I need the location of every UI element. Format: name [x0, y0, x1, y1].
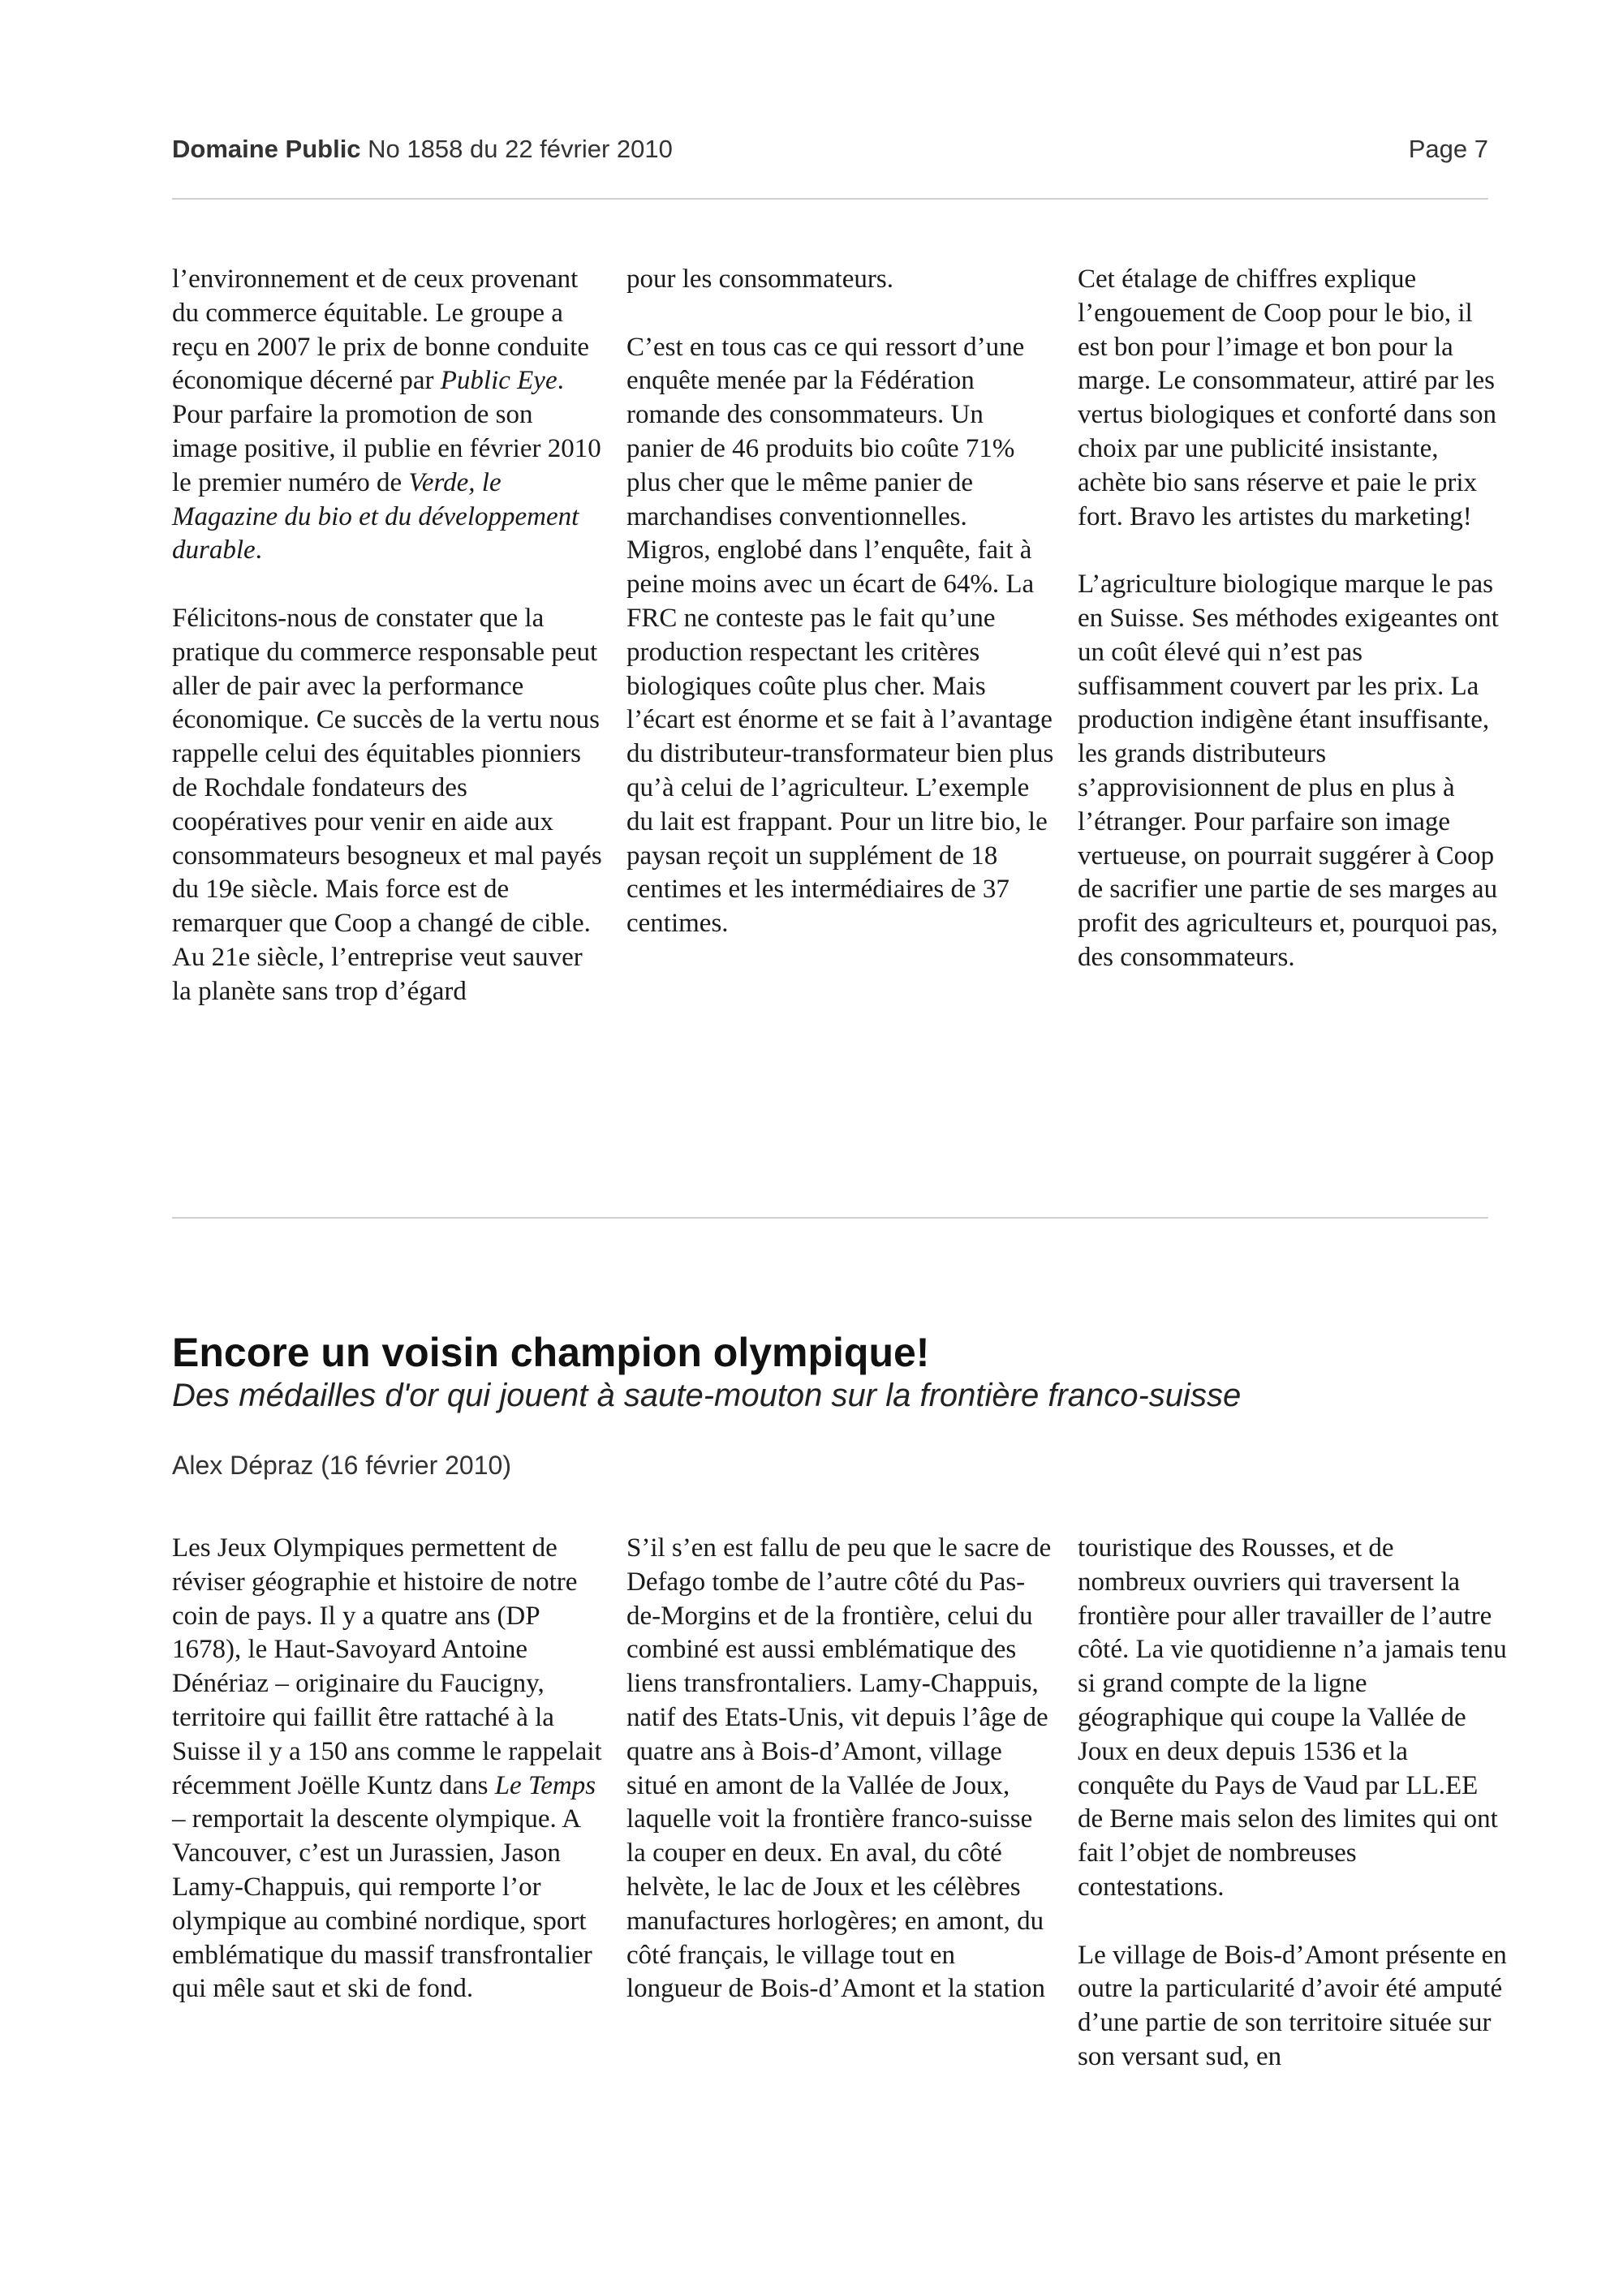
prev-article-column-3 — [1078, 263, 1508, 975]
page-header — [172, 135, 1488, 170]
paragraph: touristique des Rousses, et de nombreux ouvriers qui traversent la frontière pour aller travailler de l’autre côté. La vie quotidienne n’a jamais tenu si grand compte de la ligne géographique qui coupe la Vallée de Joux en deux depuis 1536 et la conquête du Pays de Vaud par LL.EE de Berne mais selon des limites qui ont fait l’objet de nombreuses contestations. — [1078, 1533, 1507, 1902]
header-divider — [172, 198, 1488, 200]
page-number: Page 7 — [1408, 135, 1488, 163]
emphasis: Public Eye — [440, 366, 558, 396]
emphasis: Verde, le Magazine du bio et du développement durable — [172, 467, 579, 565]
article-column-3 — [1078, 1532, 1508, 2075]
emphasis: Le Temps — [494, 1770, 596, 1800]
article-title: Encore un voisin champion olympique! — [172, 1330, 930, 1375]
article-byline: Alex Dépraz (16 février 2010) — [172, 1451, 511, 1480]
article-column-2 — [626, 1532, 1057, 2006]
paragraph: Cet étalage de chiffres explique l’engouement de Coop pour le bio, il est bon pour l’image et bon pour la marge. Le consommateur, attiré par les vertus biologiques et conforté dans son choix par une publicité insistante, achète bio sans réserve et paie le prix fort. Bravo les artistes du marketing! — [1078, 264, 1496, 531]
prev-article-column-2 — [626, 263, 1057, 941]
article-divider — [172, 1217, 1488, 1219]
publication-name: Domaine Public — [172, 135, 361, 163]
paragraph: Félicitons-nous de constater que la pratique du commerce responsable peut aller de pair avec la performance économique. Ce succès de la vertu nous rappelle celui des équitables pionniers de Rochdale fondateurs des coopératives pour venir en aide aux consommateurs besogneux et mal payés du 19e siècle. Mais force est de remarquer que Coop a changé de cible. Au 21e siècle, l’entreprise veut sauver la planète sans trop d’égard — [172, 603, 602, 1006]
prev-article-column-1 — [172, 263, 602, 1009]
issue-info: No 1858 du 22 février 2010 — [368, 135, 673, 163]
paragraph: C’est en tous cas ce qui ressort d’une enquête menée par la Fédération romande des consommateurs. Un panier de 46 produits bio coûte 71% plus cher que le même panier de marchandises conventionnelles. Migros, englobé dans l’enquête, fait à peine moins avec un écart de 64%. La FRC ne conteste pas le fait qu’une production respectant les critères biologiques coûte plus cher. Mais l’écart est énorme et se fait à l’avantage du distributeur-transformateur bien plus qu’à celui de l’agriculteur. L’exemple du lait est frappant. Pour un litre bio, le paysan reçoit un supplément de 18 centimes et les intermédiaires de 37 centimes. — [626, 332, 1054, 939]
paragraph: S’il s’en est fallu de peu que le sacre de Defago tombe de l’autre côté du Pas-de-Morgins et de la frontière, celui du combiné est aussi emblématique des liens transfrontaliers. Lamy-Chappuis, natif des Etats-Unis, vit depuis l’âge de quatre ans à Bois-d’Amont, village situé en amont de la Vallée de Joux, laquelle voit la frontière franco-suisse la couper en deux. En aval, du côté helvète, le lac de Joux et les célèbres manufactures horlogères; en amont, du côté français, le village tout en longueur de Bois-d’Amont et la station — [626, 1533, 1052, 2004]
paragraph: l’environnement et de ceux provenant du commerce équitable. Le groupe a reçu en 2007 le prix de bonne conduite économique décerné par Public Eye. Pour parfaire la promotion de son image positive, il publie en février 2010 le premier numéro de Verde, le Magazine du bio et du développement durable. — [172, 264, 601, 565]
paragraph: L’agriculture biologique marque le pas en Suisse. Ses méthodes exigeantes ont un coût élevé qui n’est pas suffisamment couvert par les prix. La production indigène étant insuffisante, les grands distributeurs s’approvisionnent de plus en plus à l’étranger. Pour parfaire son image vertueuse, on pourrait suggérer à Coop de sacrifier une partie de ses marges au profit des agriculteurs et, pourquoi pas, des consommateurs. — [1078, 570, 1499, 972]
paragraph: Les Jeux Olympiques permettent de réviser géographie et histoire de notre coin de pays. Il y a quatre ans (DP 1678), le Haut-Savoyard Antoine Dénériaz – originaire du Faucigny, territoire qui faillit être rattaché à la Suisse il y a 150 ans comme le rappelait récemment Joëlle Kuntz dans Le Temps – remportait la descente olympique. A Vancouver, c’est un Jurassien, Jason Lamy-Chappuis, qui remporte l’or olympique au combiné nordique, sport emblématique du massif transfrontalier qui mêle saut et ski de fond. — [172, 1533, 602, 2004]
article-subtitle: Des médailles d'or qui jouent à saute-mouton sur la frontière franco-suisse — [172, 1378, 1242, 1413]
paragraph: pour les consommateurs. — [626, 264, 894, 294]
paragraph: Le village de Bois-d’Amont présente en outre la particularité d’avoir été amputé d’une partie de son territoire située sur son versant sud, en — [1078, 1940, 1507, 2071]
article-column-1 — [172, 1532, 602, 2006]
